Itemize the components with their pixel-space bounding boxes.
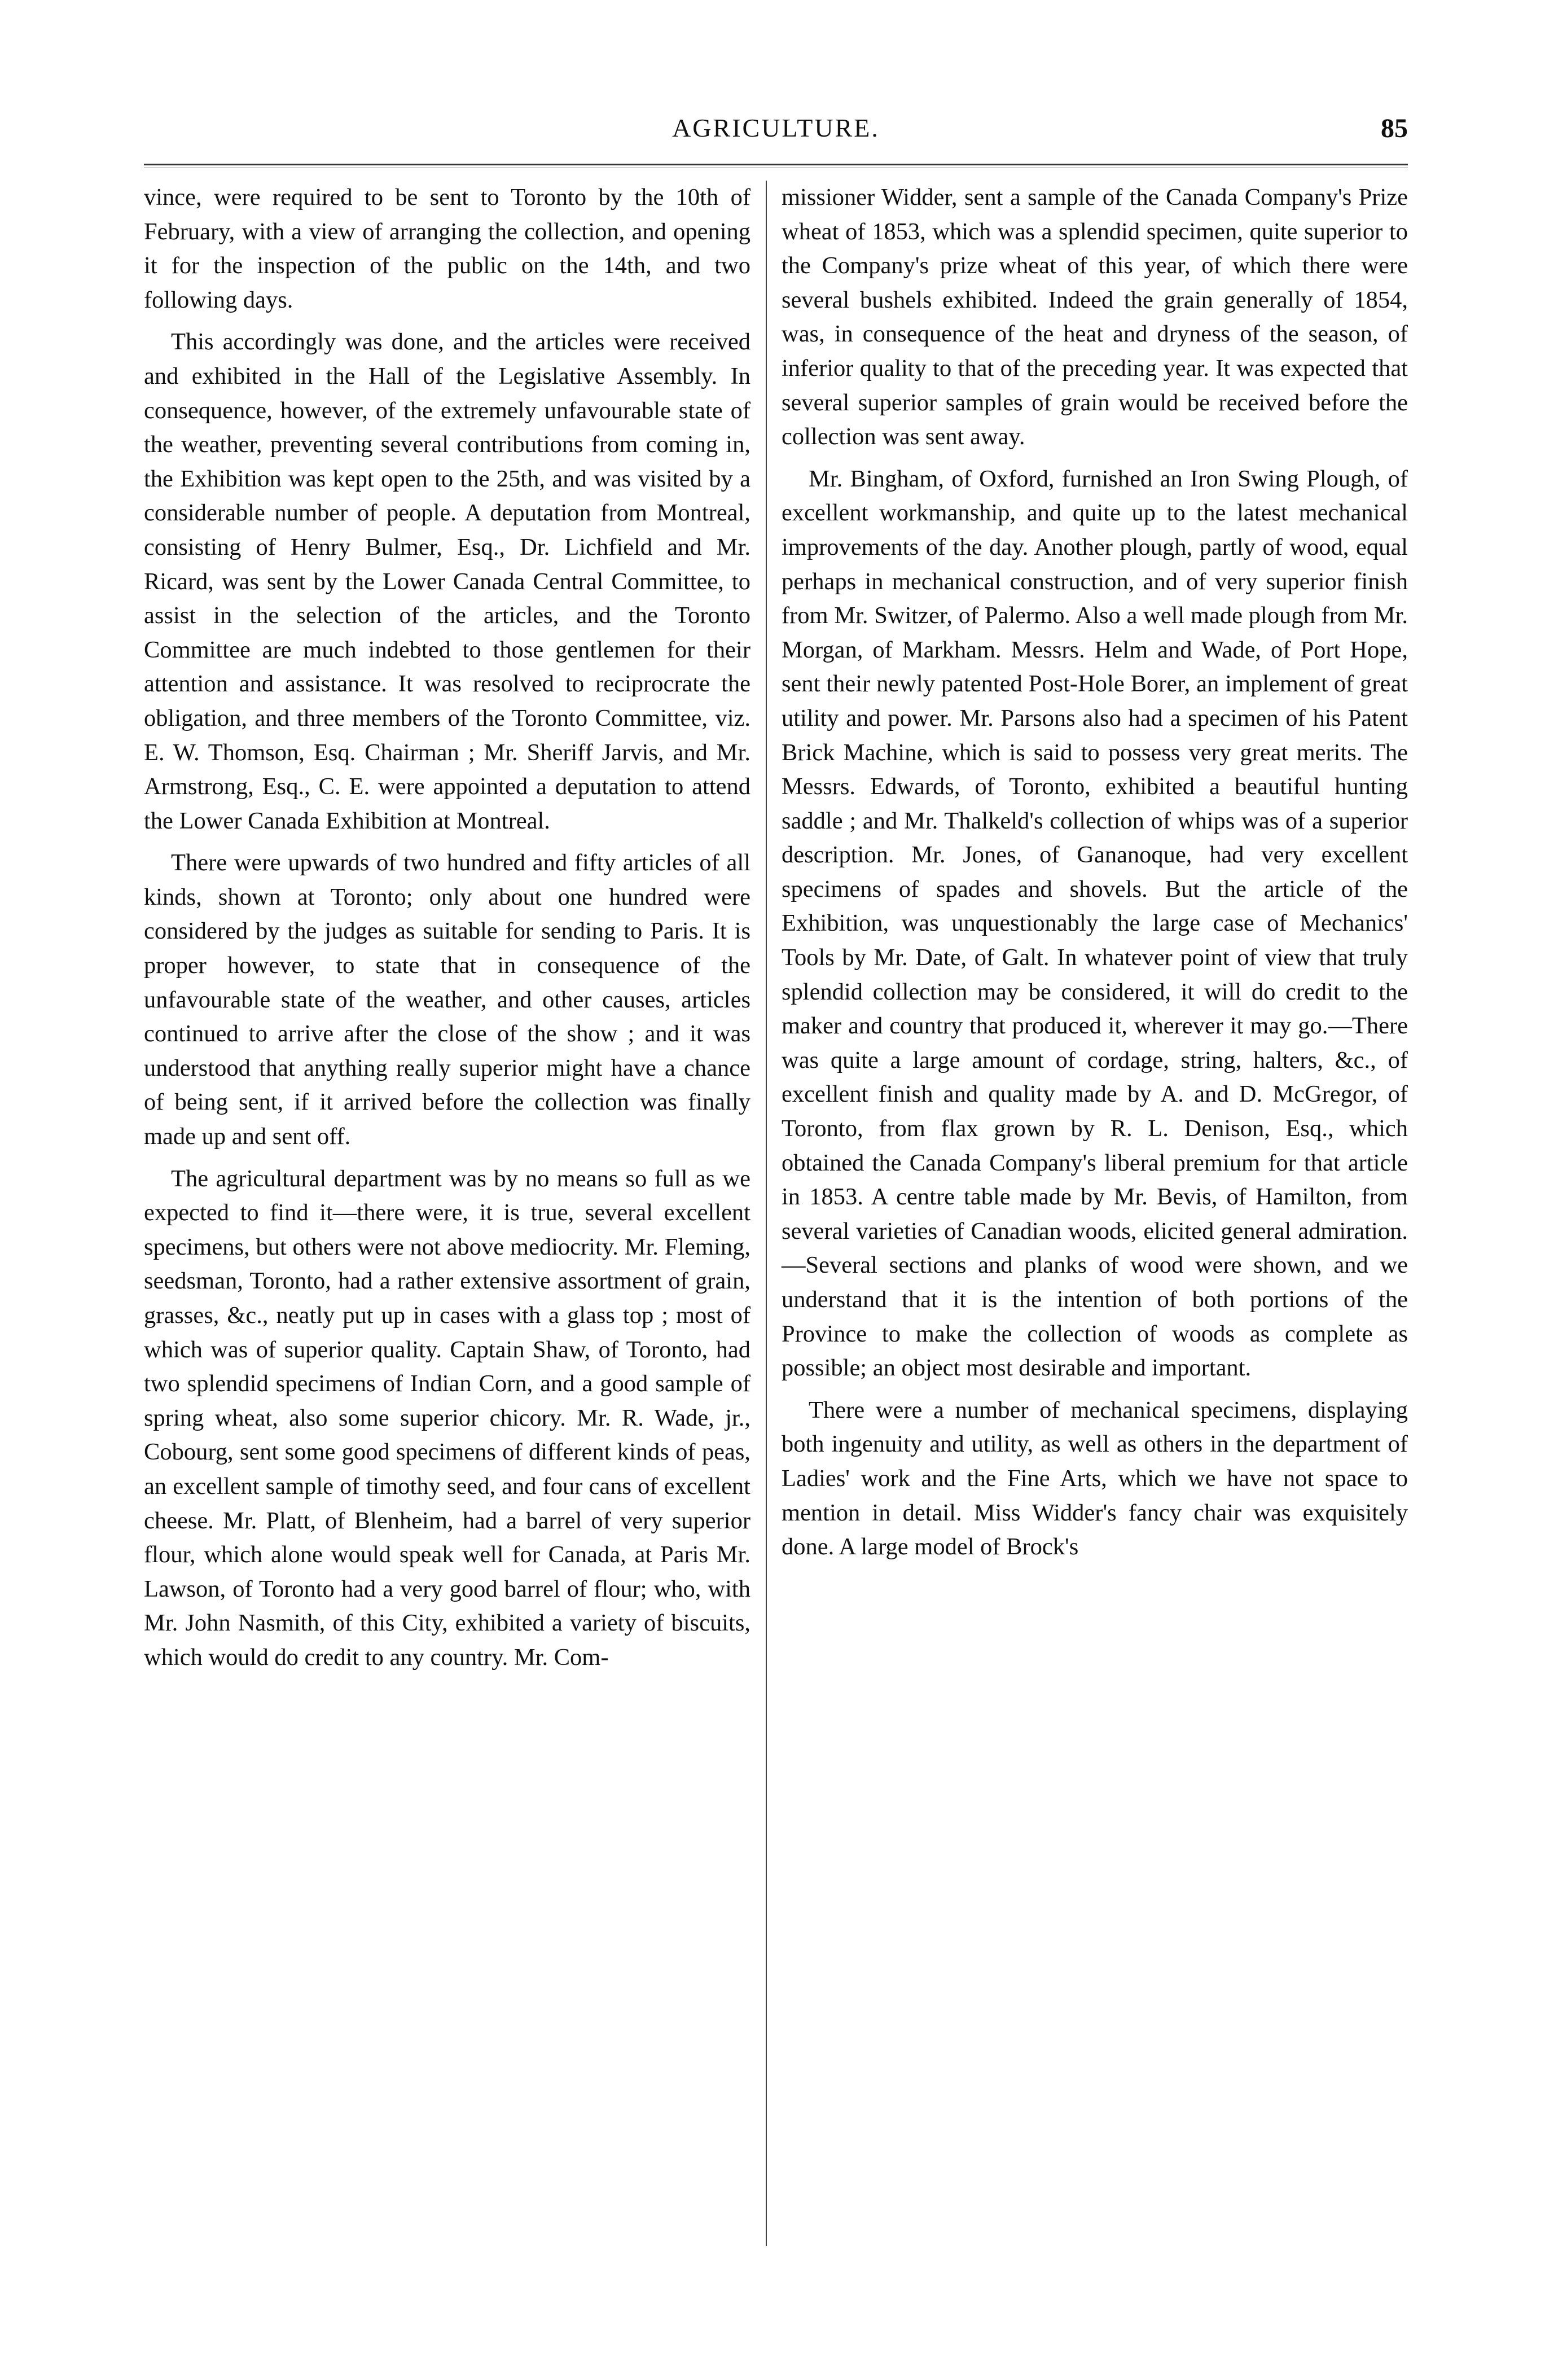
running-title: AGRICULTURE.	[672, 113, 880, 142]
paragraph: There were a number of mechanical specimens, displaying both ingenuity and utility, as well as others in the department of Ladies' work and the Fine Arts, which we have not space to mention in detail. Miss Widder's fancy chair was exquisitely done. A large model of Brock's	[782, 1396, 1408, 1561]
header-rule	[144, 164, 1408, 168]
paragraph: This accordingly was done, and the articles were received and exhibited in the Hall of the Legislative Assembly. In consequence, however, of the extremely unfavourable state of the weather, preventing several contributions from coming in, the Exhibition was kept open to the 25th, and was visited by a considerable number of people. A deputation from Montreal, consisting of Henry Bulmer, Esq., Dr. Lichfield and Mr. Ricard, was sent by the Lower Canada Central Committee, to assist in the selection of the articles, and the Toronto Committee are much indebted to those gentlemen for their attention and assistance. It was resolved to reciprocrate the obligation, and three members of the Toronto Committee, viz. E. W. Thomson, Esq. Chairman ; Mr. Sheriff Jarvis, and Mr. Armstrong, Esq., C. E. were appointed a deputation to attend the Lower Canada Exhibition at Montreal.	[144, 328, 750, 834]
paragraph: missioner Widder, sent a sample of the Canada Company's Prize wheat of 1853, which was a splendid specimen, quite superior to the Company's prize wheat of this year, of which there were several bushels exhibited. Indeed the grain generally of 1854, was, in consequence of the heat and dryness of the season, of inferior quality to that of the preceding year. It was expected that several superior samples of grain would be received before the collection was sent away.	[782, 184, 1408, 450]
paragraph: There were upwards of two hundred and fifty articles of all kinds, shown at Toronto; only about one hundred were considered by the judges as suitable for sending to Paris. It is proper however, to state that in consequence of the unfavourable state of the weather, and other causes, articles continued to arrive after the close of the show ; and it was understood that anything really superior might have a chance of being sent, if it arrived before the collection was finally made up and sent off.	[144, 849, 750, 1150]
column-divider	[766, 181, 767, 2246]
page-number: 85	[1381, 113, 1408, 143]
text-columns	[144, 181, 1408, 2348]
left-column	[144, 181, 750, 1683]
paragraph: vince, were required to be sent to Toronto by the 10th of February, with a view of arranging the collection, and opening it for the inspection of the public on the 14th, and two following days.	[144, 184, 750, 313]
right-column	[782, 181, 1408, 1572]
running-head	[144, 113, 1408, 152]
paragraph: Mr. Bingham, of Oxford, furnished an Iron Swing Plough, of excellent workmanship, and quite up to the latest mechanical improvements of the day. Another plough, partly of wood, equal perhaps in mechanical construction, and of very superior finish from Mr. Switzer, of Palermo. Also a well made plough from Mr. Morgan, of Markham. Messrs. Helm and Wade, of Port Hope, sent their newly patented Post-Hole Borer, an implement of great utility and power. Mr. Parsons also had a specimen of his Patent Brick Machine, which is said to possess very great merits. The Messrs. Edwards, of Toronto, exhibited a beautiful hunting saddle ; and Mr. Thalkeld's collection of whips was of a superior description. Mr. Jones, of Gananoque, had very excellent specimens of spades and shovels. But the article of the Exhibition, was unquestionably the large case of Mechanics' Tools by Mr. Date, of Galt. In whatever point of view that truly splendid collection may be considered, it will do credit to the maker and country that produced it, wherever it may go.—There was quite a large amount of cordage, string, halters, &c., of excellent finish and quality made by A. and D. McGregor, of Toronto, from flax grown by R. L. Denison, Esq., which obtained the Canada Company's liberal premium for that article in 1853. A centre table made by Mr. Bevis, of Hamilton, from several varieties of Canadian woods, elicited general admiration.—Several sections and planks of wood were shown, and we understand that it is the intention of both portions of the Province to make the collection of woods as complete as possible; an object most desirable and important.	[782, 465, 1408, 1382]
paragraph: The agricultural department was by no means so full as we expected to find it—there were, it is true, several excellent specimens, but others were not above mediocrity. Mr. Fleming, seedsman, Toronto, had a rather extensive assortment of grain, grasses, &c., neatly put up in cases with a glass top ; most of which was of superior quality. Captain Shaw, of Toronto, had two splendid specimens of Indian Corn, and a good sample of spring wheat, also some superior chicory. Mr. R. Wade, jr., Cobourg, sent some good specimens of different kinds of peas, an excellent sample of timothy seed, and four cans of excellent cheese. Mr. Platt, of Blenheim, had a barrel of very superior flour, which alone would speak well for Canada, at Paris Mr. Lawson, of Toronto had a very good barrel of flour; who, with Mr. John Nasmith, of this City, exhibited a variety of biscuits, which would do credit to any country. Mr. Com-	[144, 1165, 750, 1671]
